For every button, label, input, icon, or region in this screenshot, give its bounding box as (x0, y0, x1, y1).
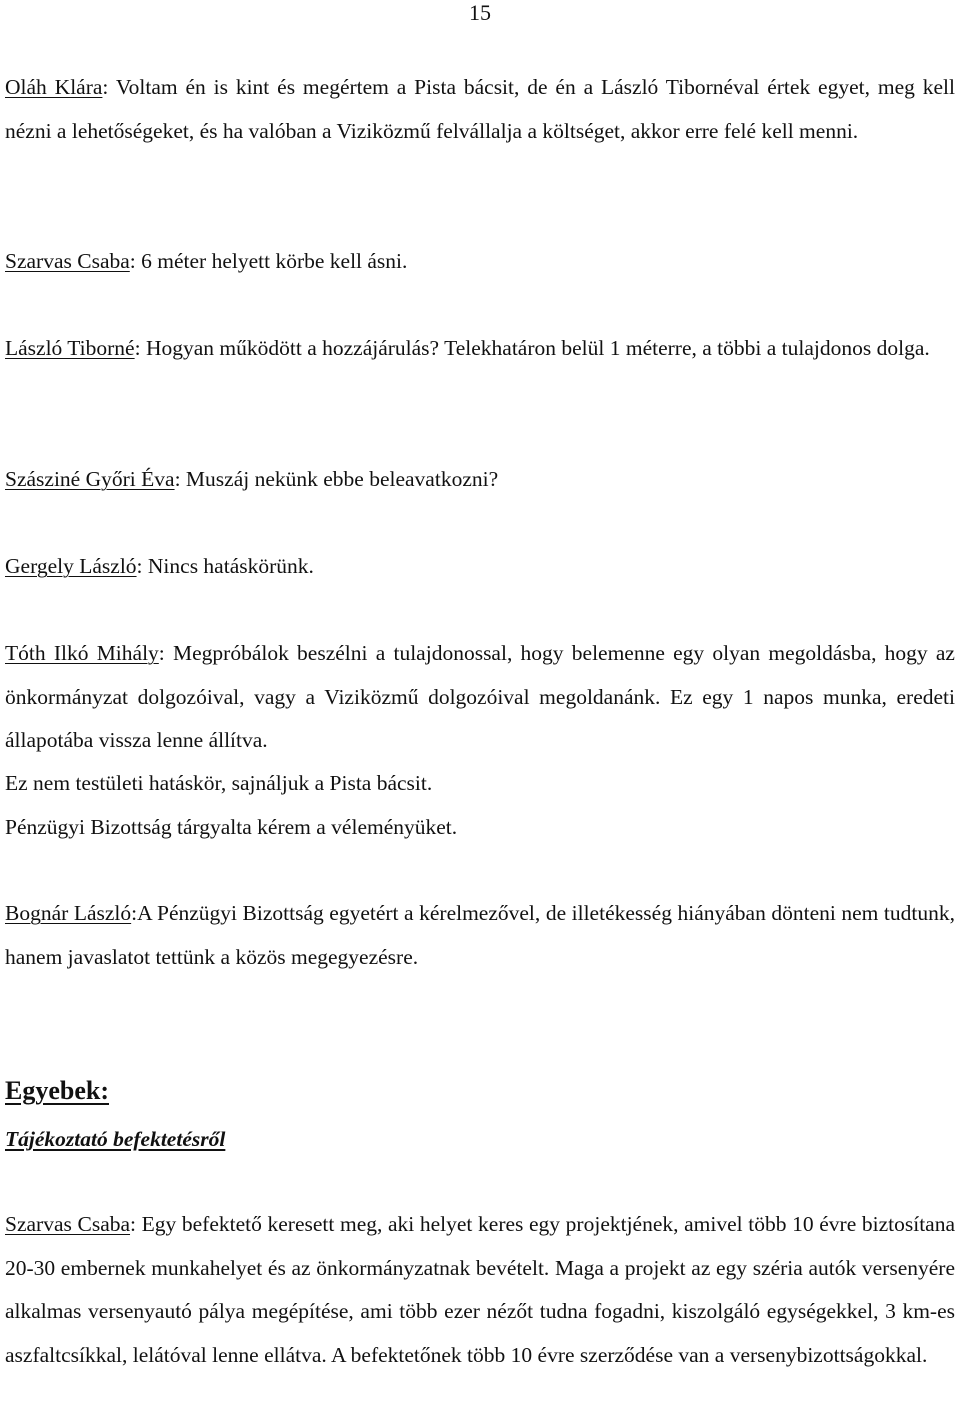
speaker-name: Bognár László (5, 901, 132, 925)
paragraph-szarvas-csaba (5, 240, 955, 284)
paragraph-toth-ilko-mihaly (5, 632, 955, 763)
speaker-name: Szarvas Csaba (5, 1212, 131, 1236)
text-line: Pénzügyi Bizottság tárgyalta kérem a véleményüket. (5, 814, 458, 839)
paragraph-text: : Hogyan működött a hozzájárulás? Telekhatáron belül 1 méterre, a többi a tulajdonos dolga. (134, 336, 930, 360)
speaker-name: Oláh Klára (5, 75, 103, 99)
speaker-name: Gergely László (5, 554, 137, 578)
paragraph-continuation (5, 762, 955, 849)
paragraph-text: : Voltam én is kint és megértem a Pista bácsit, de én a László Tibornéval értek egyet, meg kell nézni a lehetőségeket, és ha valóban a Viziközmű felvállalja a költséget, akkor erre felé kell menni. (5, 75, 955, 143)
paragraph-text: : Egy befektető keresett meg, aki helyet keres egy projektjének, amivel több 10 évre biztosítana 20-30 embernek munkahelyet és az önkormányzatnak bevételt. Maga a projekt az egy széria autók versenyére alkalmas versenyautó pálya megépítése, ami több ezer nézőt tudna fogadni, kiszolgáló egységekkel, 3 km-es aszfaltcsíkkal, lelátóval lenne ellátva. A befektetőnek több 10 évre szerződése van a versenybizottságokkal. (5, 1212, 955, 1367)
paragraph-text: : Megpróbálok beszélni a tulajdonossal, hogy belemenne egy olyan megoldásba, hogy az önkormányzat dolgozóival, vagy a Viziközmű dolgozóival megoldanánk. Ez egy 1 napos munka, eredeti állapotába vissza lenne állítva. (5, 641, 955, 752)
paragraph-text: : Muszáj nekünk ebbe beleavatkozni? (174, 467, 499, 491)
speaker-name: László Tiborné (5, 336, 135, 360)
paragraph-szarvas-csaba-investment (5, 1203, 955, 1377)
paragraph-sasziine-gyori-eva (5, 458, 955, 502)
speaker-name: Szásziné Győri Éva (5, 467, 175, 491)
paragraph-gergely-laszlo (5, 545, 955, 589)
paragraph-bognar-laszlo (5, 892, 955, 979)
paragraph-olah-klara (5, 66, 955, 153)
speaker-name: Szarvas Csaba (5, 249, 130, 273)
paragraph-text: : Nincs hatáskörünk. (136, 554, 314, 578)
paragraph-text: :A Pénzügyi Bizottság egyetért a kérelmezővel, de illetékesség hiányában dönteni nem tudtunk, hanem javaslatot tettünk a közös megegyezésre. (5, 901, 955, 969)
paragraph-text: : 6 méter helyett körbe kell ásni. (129, 249, 408, 273)
text-line: Ez nem testületi hatáskör, sajnáljuk a Pista bácsit. (5, 771, 433, 795)
section-subheading: Tájékoztató befektetésről (5, 1127, 226, 1151)
page-number: 15 (469, 0, 491, 25)
speaker-name: Tóth Ilkó Mihály (5, 641, 159, 665)
paragraph-laszlo-tiborne (5, 327, 955, 371)
section-heading: Egyebek: (5, 1076, 109, 1105)
